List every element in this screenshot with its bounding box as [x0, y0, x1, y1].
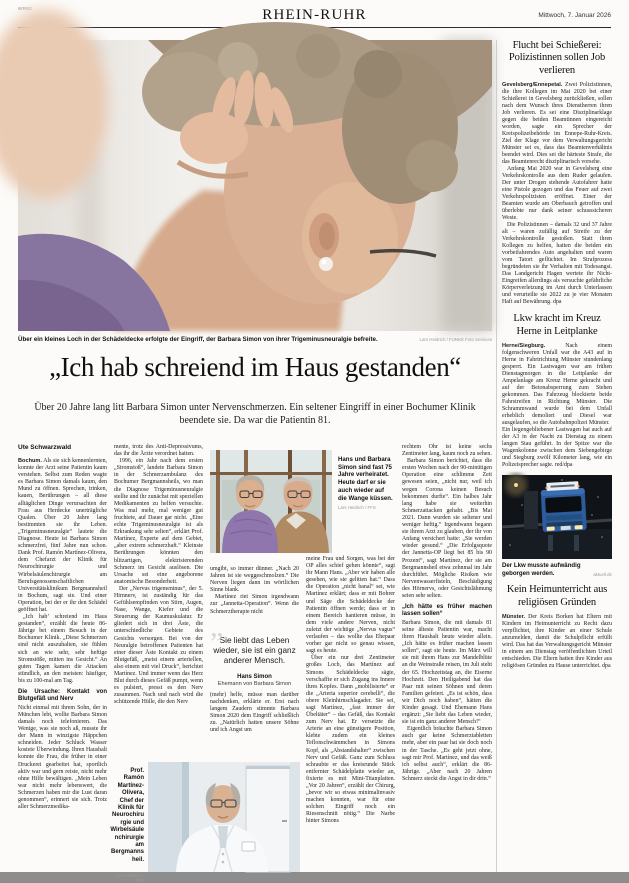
paragraph: 1996, ein Jahr nach dem ersten „Stromstoß“, landete Barbara Simon in der Schmerzambulanz des Bochumer Bergmannsheils, wo man die Diagnose Trigeminusneuralgie stellte und ihr zunächst mit speziellen Medikamenten zu helfen versuchte. Was mal mehr, mal weniger gut fruchtete, auf Dauer gar nicht. „Eine echte Trigeminusneuralgie ist als Erkrankung sehr selten“, erklärt Prof. Martínez, Experte auf dem Gebiet, „aber extrem schmerzhaft.“ Kleinste Berührungen könnten den blitzartigen, elektrisierenden Schmerz im Gesicht auslösen. Die Ursache sei eine angeborene anatomische Besonderheit.: [114, 458, 203, 585]
doctor-photo: [148, 762, 300, 872]
pull-quote-name: Hans Simon: [237, 673, 272, 680]
byline: Ute Schwarzwald: [18, 444, 72, 451]
paragraph: Barbara Simon, die mit damals 81 seine älteste Patientin war, macht ihren Haushalt heute wieder allein. „Ich hätte es früher machen lassen sollen“, sagt sie heute. Im März will sie mit ihrem Hans zur Mandelblüte an die Weinstraße reisen, im Juli steht der 65. Hochzeitstag an, die Eiserne Hochzeit. Den Heiligabend hat das Paar mit seinen Söhnen und deren Familien gefeiert. „Es ist schön, dass wir Dich noch haben“, hätten die Kinder gesagt. Und Ehemann Hans ergänzt: „Sie liebt das Leben wieder, sie ist ein ganz anderer Mensch!“: [402, 619, 492, 726]
paragraph: Ein liegengebliebener Lastwagen hat auch auf der A3 in der Nacht zu Dienstag zu einem langen Stau geführt. In der Spitze war die Wagenkolonne zwischen dem Siebengebirge und Siegburg zwölf Kilometer lang, wie ein Polizeisprecher sagte. red/dpa: [502, 427, 612, 469]
quote-mark-icon: „: [210, 609, 224, 643]
section-title: RHEIN-RUHR: [262, 7, 367, 23]
photo-credit: aktuell.de: [593, 572, 612, 578]
dateline: Herne/Siegburg.: [502, 343, 546, 350]
couple-photo: [210, 450, 332, 553]
sidebar-headline: Flucht bei Schießerei: Polizistinnen sollen Job verlieren: [508, 40, 606, 76]
paragraph: „Ich hab’ schreiend im Haus gestanden“, erzählt die heute 86-Jährige bei einem Besuch in der Bochumer Klinik. „Diese Schmerzen sind nicht auszuhalten, sie fühlen sich an wie sehr, sehr heftige Stromstöße, mitten ins Gesicht.“ An guten Tagen kamen die Attacken stündlich, an den meisten: häufiger, bis zu 100-mal am Tag.: [18, 614, 107, 684]
photo-caption: Der Lkw musste aufwändig geborgen werden.: [502, 562, 581, 577]
pull-quote-role: Ehemann von Barbara Simon: [217, 680, 292, 687]
truck-caption-row: [502, 562, 612, 577]
couple-caption-block: [338, 456, 394, 510]
dateline: Bochum.: [18, 458, 42, 464]
sidebar-article-shooting: [502, 40, 612, 306]
paragraph: Anfang Mai 2020 war in Gevelsberg eine Verkehrskontrolle aus dem Ruder gelaufen. Der unter Drogen stehende Autofahrer hatte eine Pistole gezogen und das Feuer auf zwei Verkehrspolizisten eröffnet. Einer der Beamten wurde am Oberbauch getroffen und überlebte nur dank seiner schusssicheren Weste.: [502, 166, 612, 222]
body-column-1: [18, 444, 107, 872]
paragraph: Nicht einmal mit ihrem Sohn, der in München lebt, wollte Barbara Simon damals noch telefonieren. Das Wenige, was sie noch aß, musste ihr der Mann in winzigste Häppchen schneiden. Jeder Schluck Wasser kostete Überwindung. Ihren Haushalt konnte die Frau, die früher in einer Druckerei gearbeitet hat, sportlich aktiv war und gern reiste, nicht mehr ohne Hilfe bewältigen. „Mein Leben war nicht mehr lebenswert, die Schmerzen haben mir die Lust daran genommen“, erinnert sie sich. Trotz aller Schmerzmedika-: [18, 704, 107, 811]
photo-caption: Hans und Barbara Simon sind fast 75 Jahre verheiratet. Heute darf er sie auch wieder auf die Wange küssen.: [338, 456, 393, 502]
body-column-5: [402, 444, 492, 872]
paragraph: mente, trotz des Anti-Depressivums, das ihr die Ärzte verordnet hatten.: [114, 444, 203, 458]
photo-credit: Lars Heidrich / FFS: [338, 505, 376, 511]
hero-photo-credit: Lars Heidrich / FUNKE Foto Services: [419, 337, 492, 342]
crosshead: Die Ursache: Kontakt von Blutgefäß und Nerv: [18, 689, 107, 703]
body-column-2: [114, 444, 203, 761]
page-date: Mittwoch, 7. Januar 2026: [538, 12, 611, 19]
sidebar-headline: Kein Heimunterricht aus religiösen Gründen: [506, 584, 608, 608]
paragraph: umgibt, so immer dünner. „Nach 20 Jahren ist sie weggeschmolzen.“ Die Nerven liegen dann im wörtlichen Sinne blank.: [210, 566, 299, 594]
dateline: Gevelsberg/Ennepetal.: [502, 82, 563, 89]
paragraph: Martínez riet Simon irgendwann zur „Jannetta-Operation“. Wenn die Schmerztherapie nicht: [210, 594, 299, 615]
pull-quote: [210, 609, 299, 687]
paragraph: Barbara Simon berichtet, dass die ersten Wochen nach der 90-minütigen Operation eine schlimme Zeit gewesen seien, „nicht nur, weil ich wegen Corona keinen Besuch bekommen durfte“. Ein halbes Jahr lang habe sie weiterhin Schmerzattacken gehabt. „Bis Mai 2021. Dann wurden sie seltener und weniger heftig.“ Irgendwann begann sie ihrem Arzt zu glauben, der ihr von Anfang versichert hatte: „Sie werden wieder gesund.“ „Die Erfolgsquote der Jannetta-OP liegt bei 85 bis 90 Prozent“, sagt Martínez, der sie am Bergmannsheil etwa zehnmal im Jahr durchführt. Mögliche Risiken wie Nervenwasserfisteln, Beschädigung des Hörnervs, oder Gesichtslähmung seien sehr selten.: [402, 458, 492, 599]
truck-photo-illustration: [502, 475, 612, 559]
page-code: WR62: [18, 6, 32, 11]
sidebar-article-homeschooling: [502, 584, 612, 670]
photo-caption: Prof. Ramón Martínez-Olivera, Chef der Klinik für Neurochirurgie und Wirbelsäulenchirurgie am Bergmannsheil.: [110, 768, 144, 863]
sidebar: [502, 40, 612, 872]
doctor-photo-illustration: [148, 762, 300, 872]
paragraph: Herne/Siegburg. Nach einem folgenschweren Unfall war die A43 auf in Herne in Fahrtrichtung Münster stundenlang gesperrt. Ein Lastwagen war am frühen Dienstagmorgen in die Leitplanke der Ampelanlage am Kreuz Herne gekracht und auf der Betonabsperrung zum Stehen gekommen. Das Fahrzeug blockierte beide Fahrstreifen in Richtung Münster. Die Schrammwand wurde bei dem Unfall erheblich demoliert und Diesel war ausgelaufen, so die Autobahnpolizei Münster.: [502, 343, 612, 427]
sidebar-article-truck: [502, 313, 612, 577]
paragraph: (mehr) helfe, müsse man darüber nachdenken, erklärte er. Erst nach langem Zaudern stimmte Barbara Simon 2020 dem Eingriff schließlich zu. „Natürlich hatten unsere Söhne und ich Angst um: [210, 691, 299, 734]
body-column-3: [210, 566, 299, 762]
pull-quote-text: Sie liebt das Leben wieder, sie ist ein ganz anderer Mensch.: [213, 635, 296, 666]
paragraph: Eigentlich bräuchte Barbara Simon auch gar keine Schmerztabletten mehr, aber ein paar hat sie doch noch in der Tasche. „Es geht jetzt ohne, sagt mir Prof. Martínez, und das weiß ich selbst auch“, erklärt die 86-Jährige. „Aber nach 20 Jahren Schmerz steckt die Angst in dir drin.“: [402, 726, 492, 782]
column-divider: [496, 40, 497, 872]
crosshead: „Ich hätte es früher machen lassen sollen“: [402, 604, 492, 618]
paragraph: Bochum. Als sie sich kennenlernten, konnte der Arzt seine Patientin kaum verstehen. Selbst zum Reden wagte es Barbara Simon damals kaum, den Mund zu öffnen. Sprechen, trinken, kauen, Berührungen – all diese alltäglichen Dinge verursachten der Frau aus Herdecke unerträgliche Qualen. Über 20 Jahre lang bestimmten sie ihr Leben. „Trigeminusneuralgie“ lautete die Diagnose. Heute ist Barbara Simon schmerzfrei, fünf Jahre nun schon. Dank Prof. Ramón Martínez-Olivera, dem Chefarzt der Klinik für Neurochirurgie und Wirbelsäulenchirurgie am Berufsgenossenschaftlichen Universitätsklinikum Bergmannsheil in Bochum, sagt sie. Und einer Operation, bei der er ihr den Schädel geöffnet hat.: [18, 458, 107, 613]
hero-caption-row: [18, 336, 492, 344]
paragraph: Gevelsberg/Ennepetal. Zwei Polizistinnen, die ihre Kollegen im Mai 2020 bei einer Schießerei in Gevelsberg zurückließen, sollen nach dem Wunsch ihres Dienstherren ihren Job verlieren. Es sei eine Disziplinarklage gegen die beiden Beamtinnen eingereicht worden, sagte ein Sprecher der Kreispolizeibehörde im Ennepe-Ruhr-Kreis. Ziel der Klage vor dem Verwaltungsgericht Münster sei es, dass das Beamtenverhältnis beendet wird. Dies sei die härteste Strafe, die das Beamtenrecht disziplinarisch vorsehe.: [502, 82, 612, 166]
body-column-4: [306, 556, 395, 872]
paragraph: rechtem Ohr ist keine sechs Zentimeter lang, kaum noch zu sehen.: [402, 444, 492, 458]
main-headline: „Ich hab schreiend im Haus gestanden“: [49, 352, 461, 382]
couple-photo-illustration: [210, 450, 332, 553]
doctor-caption-block: [110, 768, 144, 883]
subhead: Über 20 Jahre lang litt Barbara Simon unter Nervenschmerzen. Ein seltener Eingriff in einer Bochumer Klinik beendete sie. Da war die Patientin 81.: [34, 402, 476, 426]
paragraph: Münster. Der Kreis Borken hat Eltern mit Kindern im Heimunterricht zu Recht dazu verpflichtet, ihre Kinder an einer Schule anzumelden, damit die Schulpflicht erfüllt wird. Das hat das Verwaltungsgericht Münster in einem am Dienstag veröffentlichten Urteil entschieden. Die Eltern hatten ihre Kinder aus religiösen Gründen zu Hause unterrichtet. dpa: [502, 614, 612, 670]
paragraph: meine Frau und Sorgen, was bei der OP alles schief gehen könnte“, sagt ihr Mann Hans. „Aber wir haben alle gesehen, wie sie gelitten hat.“ Dass die Operation „nicht banal“ sei, wie Martínez erklärt; dass er mit Bohrer und Säge die Schädeldecke der Patientin öffnen werde; dass er in einem Bereich hantieren müsse, in dem viele andere Nerven, nicht zuletzt der wichtige „Nervus vagus“ verlaufen – das wollte das Ehepaar vorher gar nicht so genau wissen, sagt es heute.: [306, 556, 395, 655]
truck-photo: [502, 475, 612, 559]
dateline: Münster.: [502, 614, 526, 621]
paragraph: Der „Nervus trigemeninus“, der 5. Hirnnerv, ist zuständig für das Gefühlsempfinden von Stirn, Augen, Nase, Wange, Kiefer und die Steuerung der Kaumuskulatur. Er gliedert sich in drei Äste, die unterschiedliche Gebiete des Gesichts versorgen. Bei von der Neuralgie betroffenen Patienten hat einer dieser Äste Kontakt zu einem Blutgefäß, „meist einem arteriellen, also einem mit viel Druck“, berichtet Martínez. Und immer wenn das Herz Blut durch dieses Gefäß pumpt, wenn es pulsiert, presst es den Nerv zusammen. Nach und nach wird die schützende Hülle, die den Nerv: [114, 585, 203, 706]
hero-caption: Über ein kleines Loch in der Schädeldecke erfolgte der Eingriff, der Barbara Simon von ihrer Trigeminusneuralgie befreite.: [18, 336, 378, 343]
paragraph: Über ein nur drei Zentimeter großes Loch, das Martínez auf Simons Schädeldecke sägte, verschaffte er sich Zugang ins Innere ihres Kopfes. Dann „mobilisierte“ er die „Arteria superior cerebelli“, die obere Kleinhirnschlagader. Sie sei, sagt Martínez, „fast immer der Übeltäter“ – das Gefäß, das Kontakt zum Nerv hat. Er versetzte die Arterie an eine günstigere Position, klebte zudem ein kleines Teflonschwämmchen in Simons Kopf, als „Abstandshalter“ zwischen Nerv und Gefäß. Ganz zum Schluss schraubte er das kreisrunde Stück entfernter Schädelplatte wieder an, fixierte es mit Mini-Titanplatten. „Vor 20 Jahren“, erzählt der Chirurg, „bevor wir so etwas minimalinvasiv machen konnten, war für eine solchen Eingriff noch ein Riesenschnitt nötig.“ Die Narbe hinter Simons: [306, 655, 395, 825]
hero-photo-illustration: [18, 40, 492, 331]
paragraph: Die Polizistinnen – damals 32 und 37 Jahre alt – waren zufällig auf Streife zu der Verkehrskontrolle gestoßen. Statt ihren Kollegen zu helfen, hatten die beiden ein vorbeifahrendes Auto angehalten und waren vom Tatort geflüchtet. Im Strafprozess begründeten sie ihr Verhalten mit Todesangst. Das Landgericht Hagen wertete ihr Nicht-Eingreifen allerdings als versuchte gefährliche Körperverletzung im Amt durch Unterlassen und verurteilte sie 2022 zu je vier Monaten Haft auf Bewährung. dpa: [502, 222, 612, 306]
sidebar-headline: Lkw kracht im Kreuz Herne in Leitplanke: [513, 313, 601, 337]
hero-photo: [18, 40, 492, 331]
photo-credit: Lars Heidrich / FFS: [115, 873, 144, 883]
